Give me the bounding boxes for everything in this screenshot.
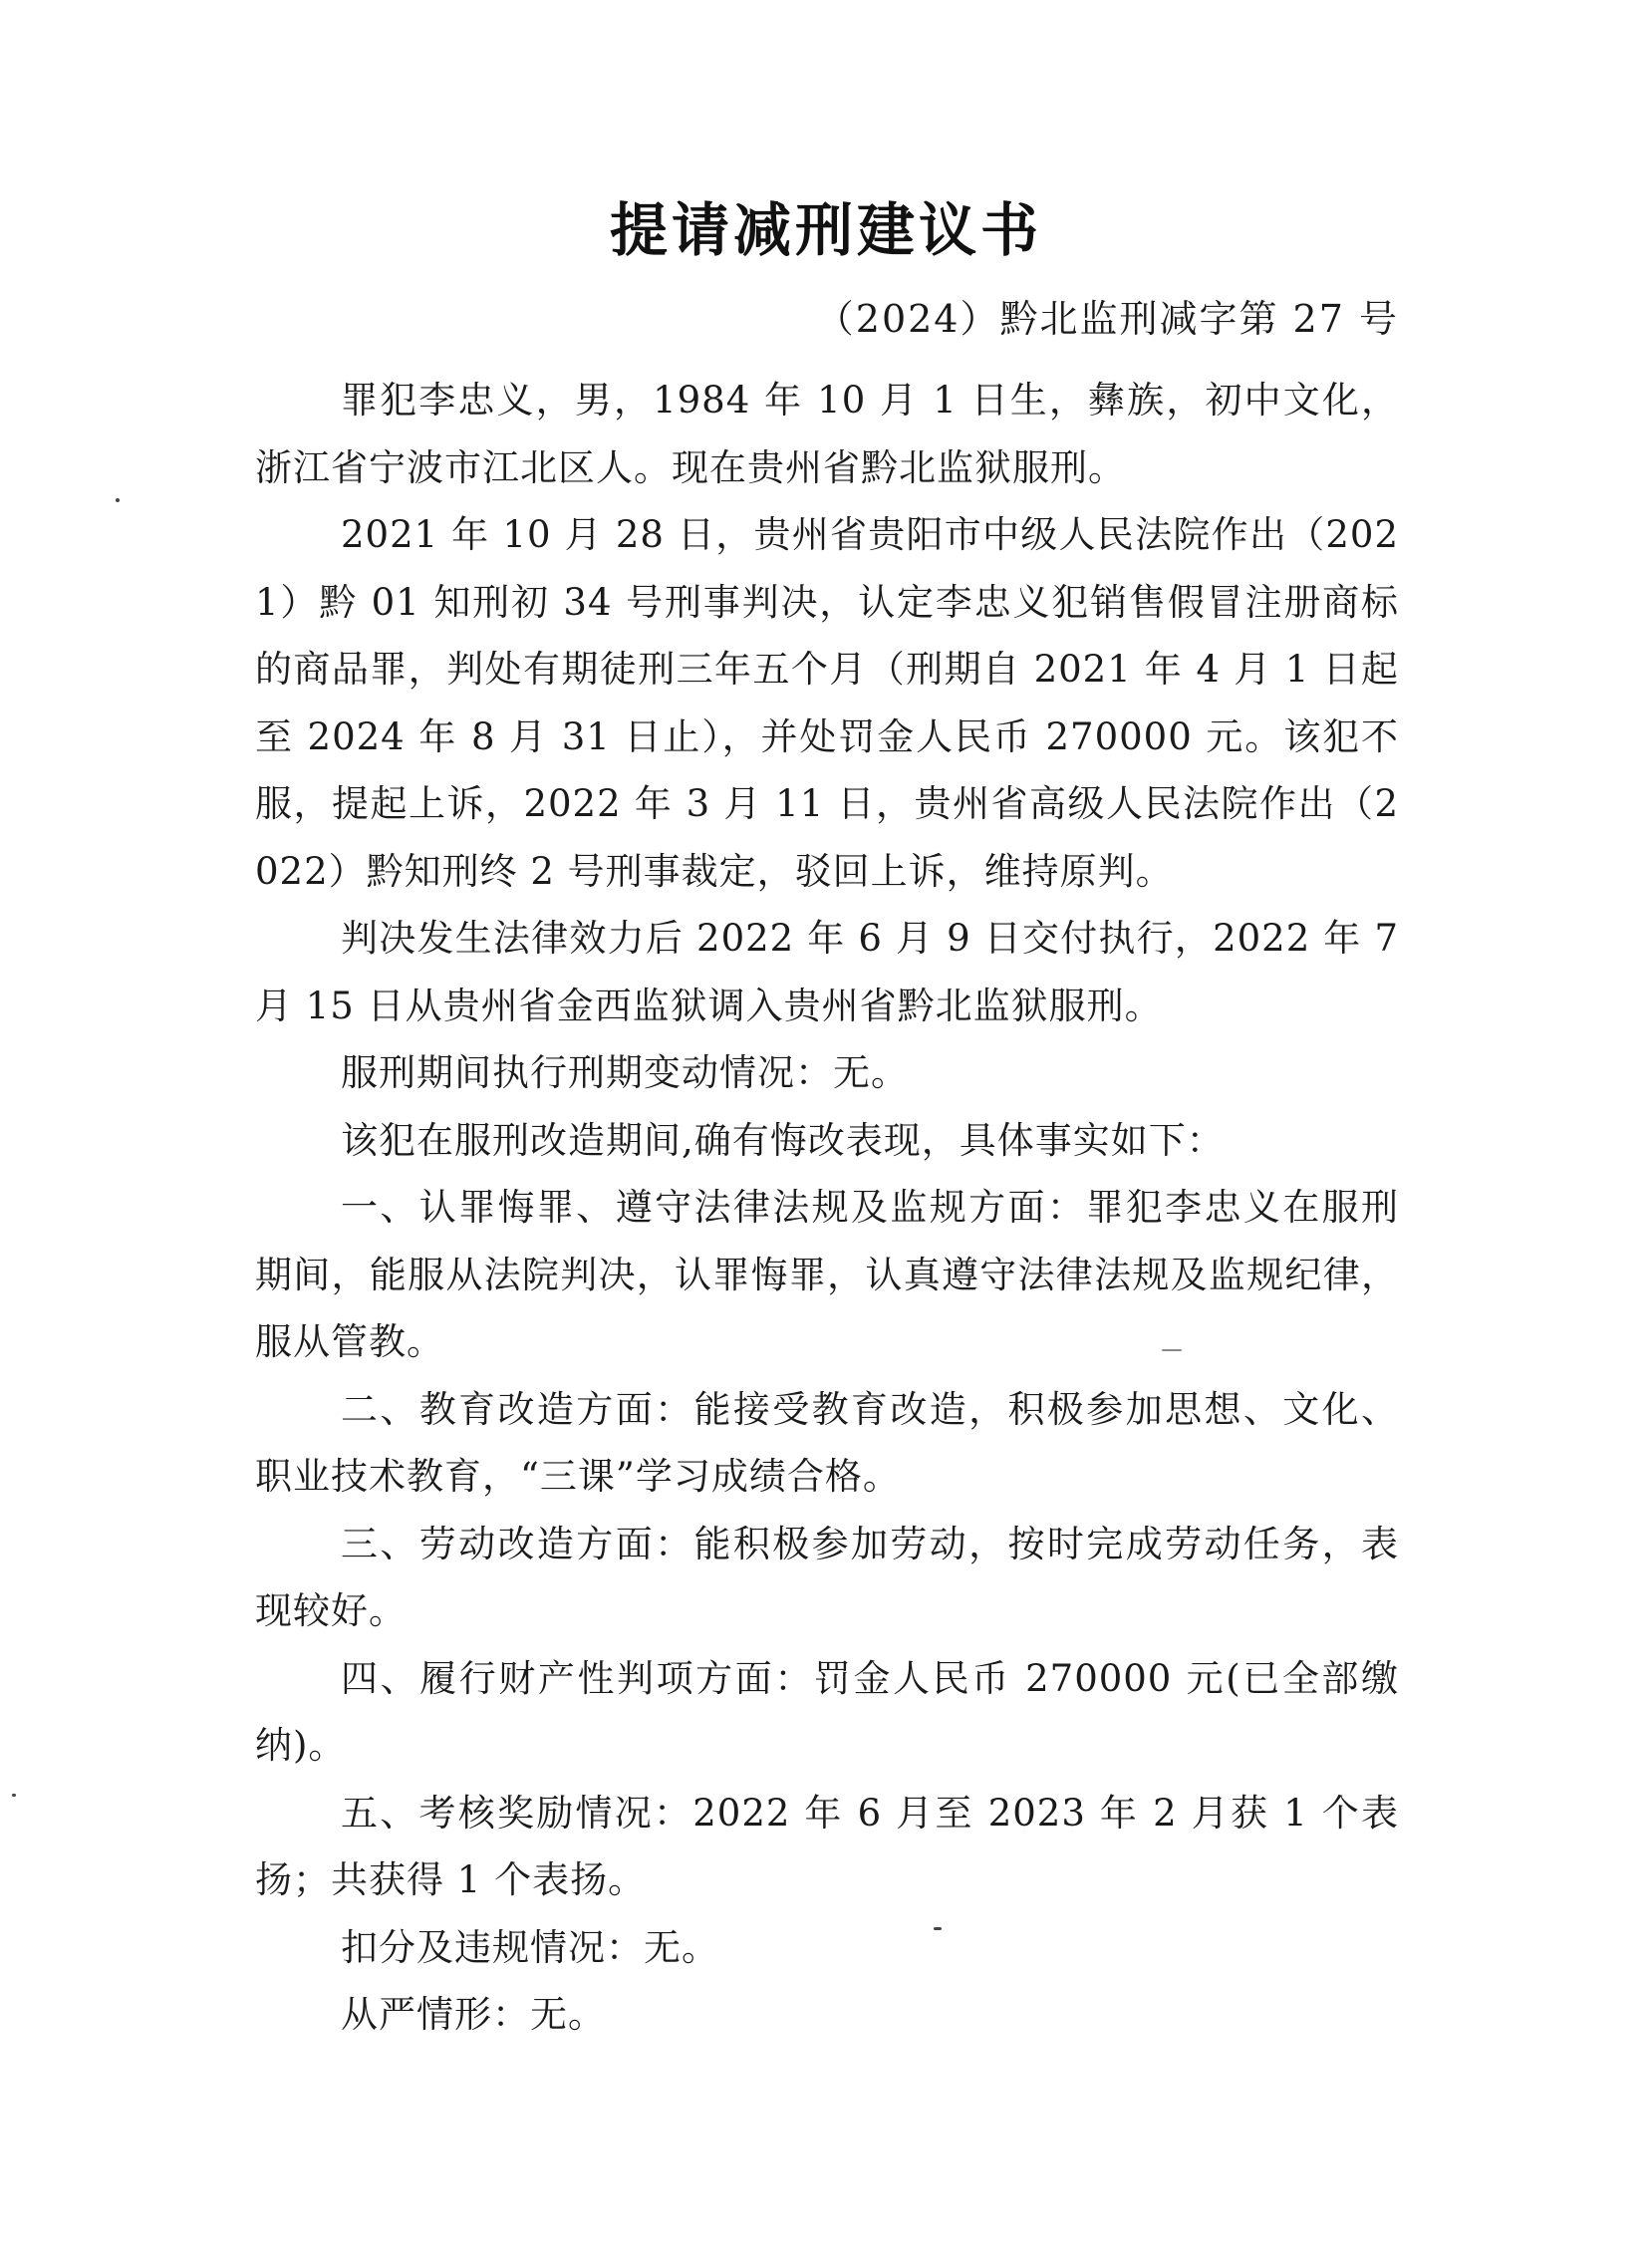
document-title: 提请减刑建议书 bbox=[609, 196, 1042, 264]
paragraph-repentance-intro: 该犯在服刑改造期间,确有悔改表现，具体事实如下： bbox=[341, 1118, 1225, 1162]
scan-speck bbox=[116, 498, 120, 502]
document-number: （2024）黔北监刑减字第 27 号 bbox=[815, 297, 1399, 341]
scan-speck bbox=[934, 1927, 942, 1930]
paragraph-sentence-change: 服刑期间执行刑期变动情况：无。 bbox=[341, 1051, 909, 1094]
paragraph-item-5-rewards: 五、考核奖励情况：2022 年 6 月至 2023 年 2 月获 1 个表扬；共获得 1 个表扬。 bbox=[255, 1791, 1399, 1901]
paragraph-strict-circumstances: 从严情形：无。 bbox=[341, 1993, 606, 2036]
paragraph-personal-info: 罪犯李忠义，男，1984 年 10 月 1 日生，彝族，初中文化，浙江省宁波市江北区人。现在贵州省黔北监狱服刑。 bbox=[255, 379, 1399, 489]
paragraph-item-2-education: 二、教育改造方面：能接受教育改造，积极参加思想、文化、职业技术教育，“三课”学习成绩合格。 bbox=[255, 1387, 1399, 1498]
scan-speck bbox=[1162, 1349, 1182, 1351]
paragraph-item-3-labor: 三、劳动改造方面：能积极参加劳动，按时完成劳动任务，表现较好。 bbox=[255, 1522, 1399, 1632]
paragraph-judgment: 2021 年 10 月 28 日，贵州省贵阳市中级人民法院作出（2021）黔 01 知刑初 34 号刑事判决，认定李忠义犯销售假冒注册商标的商品罪，判处有期徒刑三年五个月（刑期自 2021 年 4 月 1 日起至 2024 年 8 月 31 日止），并处罚金人民币 270000 元。该犯不服，提起上诉，2022 年 3 月 11 日，贵州省高级人民法院作出（2022）黔知刑终 2 号刑事裁定，驳回上诉，维持原判。 bbox=[255, 513, 1399, 893]
paragraph-execution: 判决发生法律效力后 2022 年 6 月 9 日交付执行，2022 年 7 月 15 日从贵州省金西监狱调入贵州省黔北监狱服刑。 bbox=[255, 917, 1399, 1027]
paragraph-deductions: 扣分及违规情况：无。 bbox=[341, 1925, 719, 1969]
document-body bbox=[255, 367, 1399, 2049]
scan-speck bbox=[12, 1794, 16, 1797]
paragraph-item-1-law-compliance: 一、认罪悔罪、遵守法律法规及监规方面：罪犯李忠义在服刑期间，能服从法院判决，认罪悔罪，认真遵守法律法规及监规纪律，服从管教。 bbox=[255, 1186, 1399, 1363]
paragraph-item-4-property: 四、履行财产性判项方面：罚金人民币 270000 元(已全部缴纳)。 bbox=[255, 1656, 1399, 1767]
